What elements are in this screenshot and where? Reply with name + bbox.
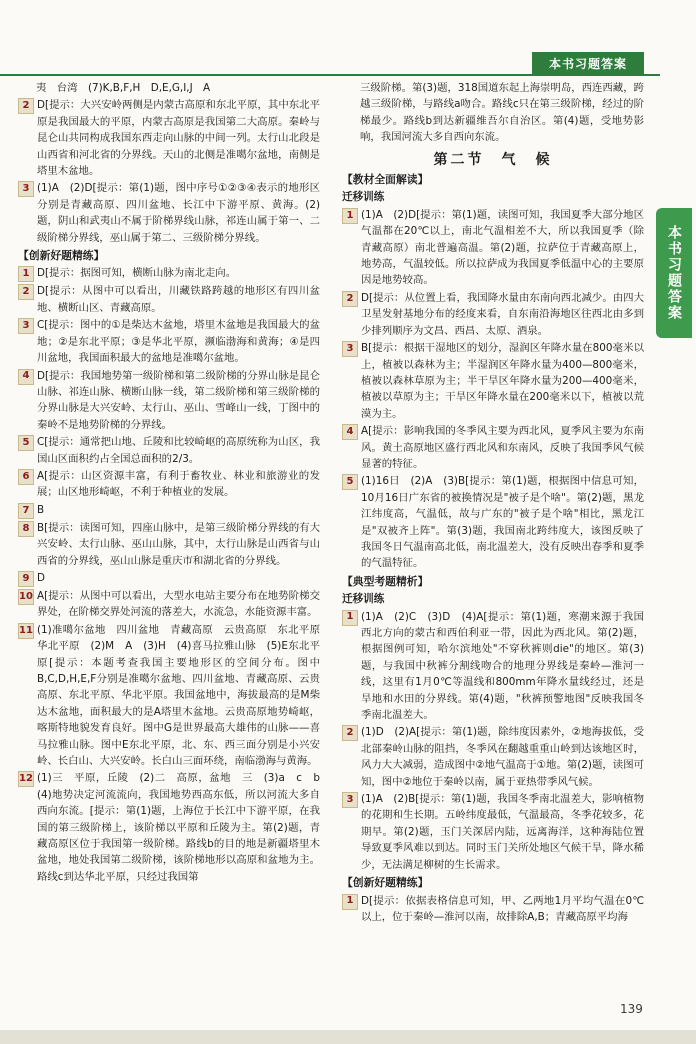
header-rule bbox=[0, 74, 660, 76]
answer-text: B[提示：读图可知，四座山脉中，是第三级阶梯分界线的有大兴安岭、太行山脉、巫山山脉，其中，太行山脉是山西省与山西省的分界线，巫山山脉是重庆市和湖北省的分界线。 bbox=[37, 521, 320, 567]
answer-text: B[提示：根据干湿地区的划分，湿润区年降水量在800毫米以上，植被以森林为主；半湿润区年降水量为400—800毫米，植被以森林草原为主；半干旱区年降水量为200—400毫米，植被以草原为主；干旱区年降水量在200毫米以下，植被以荒漠为主。 bbox=[361, 342, 644, 420]
answer-block bbox=[342, 791, 644, 873]
question-number: 1 bbox=[342, 610, 358, 626]
answer-text: (1)三 平原，丘陵 (2)二 高原，盆地 三 (3)a c b (4)地势决定河流流向，我国地势西高东低，所以河流大多自西向东流。[提示：第(1)题，上海位于长江中下游平原，在我国的第三级阶梯上，该阶梯以平原和丘陵为主。第(2)题，青藏高原区位于我国第一级阶梯。路线b的目的地是新疆塔里木盆地，地处我国第二级阶梯，该阶梯地形以高原和盆地为主。路线c到达华北平原，只经过我国第 bbox=[37, 772, 331, 883]
answer-block bbox=[18, 317, 320, 366]
answer-text: 夷 台湾 (7)K,B,F,H D,E,G,I,J A bbox=[36, 82, 211, 94]
answer-block bbox=[342, 893, 644, 926]
answer-block bbox=[18, 180, 320, 246]
section-heading: 【典型考题精析】 bbox=[342, 574, 429, 588]
answer-block bbox=[18, 588, 320, 621]
section-heading: 【创新好题精练】 bbox=[18, 249, 105, 263]
question-number: 7 bbox=[18, 503, 34, 519]
chapter-title: 第二节 气 候 bbox=[433, 151, 553, 168]
side-tab: 本书习题答案 bbox=[656, 208, 692, 338]
answer-text: (1)A (2)C (3)D (4)A[提示：第(1)题，寒潮来源于我国西北方向的蒙古和西伯利亚一带，因此为西北风。第(2)题，根据图例可知，哈尔滨地处"不穿秋裤则die"的地区。第(3)题，与我国中秋裤分割线吻合的地理分界线是秦岭—淮河一线，这里有1月0℃等温线和800mm年降水量线经过，还是旱地和水田的分界线。第(4)题，"秋裤预警地图"反映我国冬季南北温差大。 bbox=[361, 610, 644, 722]
answer-block bbox=[18, 622, 331, 770]
question-number: 4 bbox=[342, 424, 358, 440]
answer-text: D[提示：从图中可以看出，川藏铁路跨越的地形区有四川盆地、横断山区、青藏高原。 bbox=[37, 285, 320, 314]
answer-block bbox=[18, 570, 320, 587]
answer-text: D[提示：从位置上看，我国降水量由东南向西北减少。由四大卫星发射基地分布的经度来看，自东南沿海地区往西北由多到少排列顺序为文昌、西昌、太原、酒泉。 bbox=[361, 291, 644, 337]
sub-heading: 迁移训练 bbox=[342, 593, 385, 606]
question-number: 2 bbox=[18, 284, 34, 300]
answer-block bbox=[342, 473, 644, 571]
page-number: 139 bbox=[620, 1002, 643, 1016]
bottom-strip bbox=[0, 1030, 696, 1044]
left-column bbox=[18, 80, 331, 886]
question-number: 3 bbox=[342, 792, 358, 808]
answer-block bbox=[18, 502, 320, 519]
answer-text: B bbox=[37, 503, 45, 516]
answer-text: D[提示：大兴安岭两侧是内蒙古高原和东北平原，其中东北平原是我国最大的平原，内蒙古高原是我国第二大高原。秦岭与昆仑山共同构成我国东西走向山脉的中间一列。太行山北段是山西省和河北省的分界线。天山的北侧是准噶尔盆地，南侧是塔里木盆地。 bbox=[37, 99, 320, 178]
question-number: 1 bbox=[342, 208, 358, 224]
header-tag: 本书习题答案 bbox=[532, 52, 644, 74]
answer-text: (1)D (2)A[提示：第(1)题，除纬度因素外，②地海拔低，受北部秦岭山脉的阻挡，冬季风在翻越重重山岭到达该地区时，风力大大减弱，造成图中②地气温高于①地。第(2)题，读图可知，图中②地位于秦岭以南，属于亚热带季风气候。 bbox=[361, 726, 644, 788]
answer-block bbox=[18, 434, 320, 467]
question-number: 6 bbox=[18, 469, 34, 485]
answer-block bbox=[18, 283, 320, 316]
question-number: 2 bbox=[342, 725, 358, 741]
question-number: 9 bbox=[18, 571, 34, 587]
question-number: 4 bbox=[18, 369, 34, 385]
answer-block bbox=[18, 468, 320, 501]
section-heading: 【创新好题精练】 bbox=[342, 876, 429, 890]
answer-block bbox=[342, 340, 644, 422]
answer-text: (1)A (2)B[提示：第(1)题，我国冬季南北温差大，影响植物的花期和生长期。五岭纬度最低，气温最高，冬季花较多，花期早。第(2)题，玉门关深居内陆，远离海洋，这种海陆位置导致夏季风难以到达。同时玉门关所处地区气候干旱，降水稀少，无法满足柳树的生长需求。 bbox=[361, 793, 644, 871]
answer-text: 三级阶梯。第(3)题，318国道东起上海崇明岛，西连西藏，跨越三级阶梯，与路线a吻合。路线c只在第三级阶梯，经过的阶梯最少。路线b到达新疆维吾尔自治区。第(4)题，受地势影响，我国河流大多自西向东流。 bbox=[360, 82, 644, 144]
question-number: 3 bbox=[342, 341, 358, 357]
question-number: 10 bbox=[18, 589, 34, 605]
question-number: 5 bbox=[18, 435, 34, 451]
answer-text: D[提示：依据表格信息可知，甲、乙两地1月平均气温在0℃以上，位于秦岭—淮河以南，故排除A,B；青藏高原平均海 bbox=[361, 894, 644, 923]
question-number: 2 bbox=[342, 291, 358, 307]
answer-text: D[提示：我国地势第一级阶梯和第二级阶梯的分界山脉是昆仑山脉、祁连山脉、横断山脉一线，第二级阶梯和第三级阶梯的分界山脉是大兴安岭、太行山、巫山、雪峰山一线，丁图中的秦岭不是地势阶梯的分界线。 bbox=[37, 369, 320, 431]
answer-text: D[提示：据图可知，横断山脉为南北走向。 bbox=[37, 267, 237, 280]
answer-block bbox=[18, 265, 320, 282]
answer-text: A[提示：影响我国的冬季风主要为西北风，夏季风主要为东南风。黄土高原地区盛行西北风和东南风，反映了我国季风气候显著的特征。 bbox=[361, 425, 644, 470]
answer-block bbox=[342, 609, 644, 724]
answer-text: A[提示：从图中可以看出，大型水电站主要分布在地势阶梯交界处，在阶梯交界处河流的落差大，水流急，水能资源丰富。 bbox=[37, 589, 320, 619]
sub-heading: 迁移训练 bbox=[342, 191, 385, 204]
answer-text: (1)16日 (2)A (3)B[提示：第(1)题，根据图中信息可知，10月16日广东省的被换情况是"被子是个啥"。第(2)题，黑龙江纬度高，气温低，故与广东的"被子是个啥"相比，黑龙江是"双被齐上阵"。第(3)题，我国南北跨纬度大，该图反映了我国冬日气温南高北低，南北温差大，没有反映出春季和夏季的气温特征。 bbox=[361, 475, 644, 570]
answer-block bbox=[18, 520, 320, 569]
question-number: 1 bbox=[18, 266, 34, 282]
question-number: 5 bbox=[342, 474, 358, 490]
answer-block bbox=[18, 770, 331, 885]
question-number: 8 bbox=[18, 521, 34, 537]
answer-block bbox=[342, 423, 644, 472]
answer-text: (1)A (2)D[提示：第(1)题，读图可知，我国夏季大部分地区气温都在20℃以上，南北气温相差不大，所以我国夏季（除青藏高原）南北普遍高温。第(2)题，拉萨位于青藏高原上，地势高，气温较低。所以拉萨成为我国夏季低温中心的主要原因是地势较高。 bbox=[361, 208, 644, 287]
question-number: 12 bbox=[18, 771, 34, 787]
question-number: 11 bbox=[18, 623, 34, 639]
answer-text: C[提示：通常把山地、丘陵和比较崎岖的高原统称为山区，我国山区面积约占全国总面积的2/3。 bbox=[37, 436, 320, 465]
answer-text: C[提示：图中的①是柴达木盆地，塔里木盆地是我国最大的盆地；②是东北平原；③是华北平原，濒临渤海和黄海；④是四川盆地，我国面积最大的盆地是准噶尔盆地。 bbox=[37, 319, 320, 365]
answer-block bbox=[18, 368, 320, 434]
answer-block bbox=[342, 724, 644, 790]
answer-block bbox=[342, 290, 644, 339]
question-number: 3 bbox=[18, 181, 34, 197]
answer-text: A[提示：山区资源丰富，有利于畜牧业、林业和旅游业的发展；山区地形崎岖，不利于种植业的发展。 bbox=[37, 469, 320, 499]
question-number: 2 bbox=[18, 98, 34, 114]
answer-block bbox=[18, 97, 320, 179]
answer-text: (1)准噶尔盆地 四川盆地 青藏高原 云贵高原 东北平原 华北平原 (2)M A (3)H (4)喜马拉雅山脉 (5)E东北平原[提示：本题考查我国主要地形区的空间分布。图中B,C,D,H,E,F分别是准噶尔盆地、四川盆地、青藏高原、云贵高原、东北平原、华北平原。我国盆地中，海拔最高的是M柴达木盆地，面积最大的是A塔里木盆地。云贵高原地势崎岖，喀斯特地貌发育良好。图中G是世界最高大雄伟的山脉——喜马拉雅山脉。图中E东北平原，北、东、西三面分别是小兴安岭、长白山、大兴安岭。长白山三面环绕，南临渤海与黄海。 bbox=[37, 623, 331, 768]
answer-text: D bbox=[37, 571, 46, 584]
answer-block bbox=[342, 207, 644, 289]
answer-block bbox=[342, 80, 644, 146]
answer-text: (1)A (2)D[提示：第(1)题，图中序号①②③④表示的地形区分别是青藏高原、四川盆地、长江中下游平原、黄海。(2)题，阴山和武夷山不属于阶梯界线山脉，祁连山属于第一、二级阶梯分界线，巫山属于第二、三级阶梯分界线。 bbox=[37, 182, 320, 244]
right-column bbox=[342, 80, 644, 926]
question-number: 1 bbox=[342, 894, 358, 910]
answer-block bbox=[18, 80, 320, 96]
question-number: 3 bbox=[18, 318, 34, 334]
section-heading: 【教材全面解读】 bbox=[342, 173, 429, 187]
